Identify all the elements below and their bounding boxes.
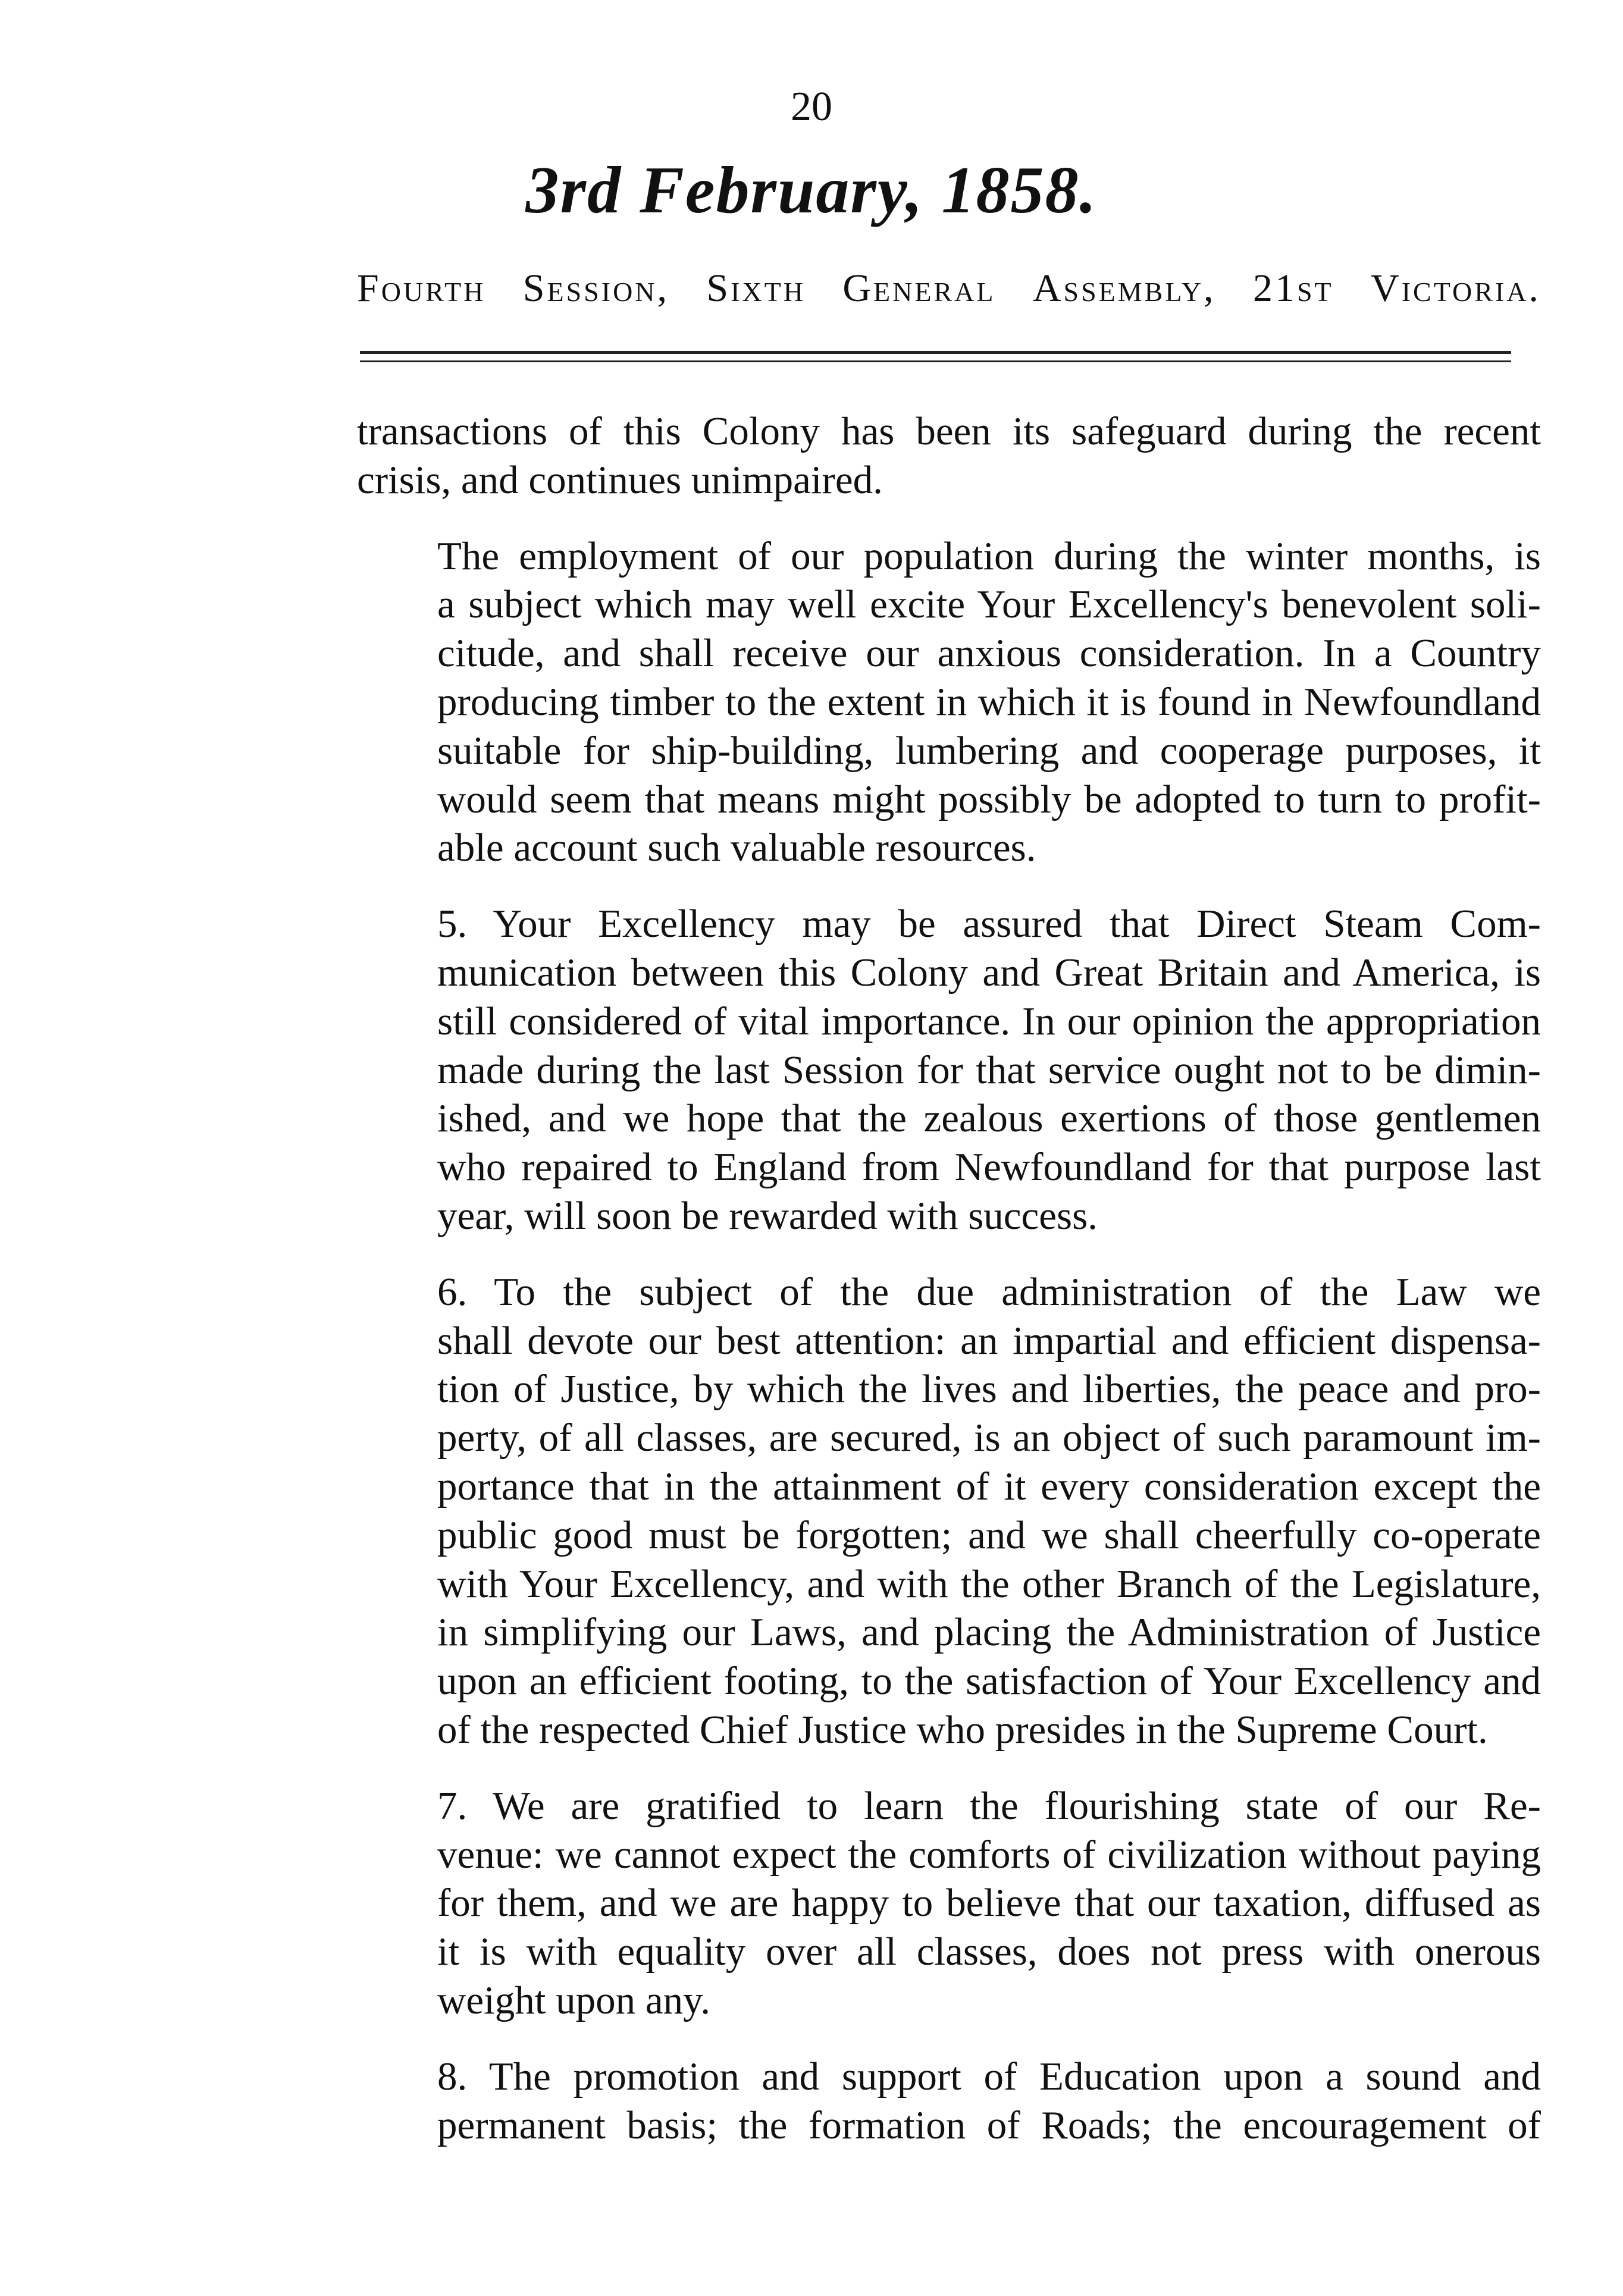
date-heading: 3rd February, 1858.: [525, 153, 1098, 227]
text-line: transactions of this Colony has been its safeguard during the recent: [357, 409, 1541, 453]
page-number: 20: [791, 84, 832, 130]
paragraph-8: [357, 2053, 1541, 2150]
header-rule-thin: [360, 360, 1511, 362]
session-word: 21st: [1252, 266, 1334, 310]
text-line: suitable for ship-building, lumbering and cooperage purposes, it: [437, 728, 1541, 773]
text-line: tion of Justice, by which the lives and liberties, the peace and pro-: [437, 1367, 1541, 1412]
text-line: The employment of our population during the winter months, is: [437, 534, 1541, 578]
text-line: crisis, and continues unimpaired.: [357, 457, 883, 502]
text-line: 6. To the subject of the due administration of the Law we: [437, 1269, 1541, 1314]
text-line: shall devote our best attention: an impartial and efficient dispensa-: [437, 1318, 1541, 1363]
text-line: for them, and we are happy to believe that our taxation, diffused as: [437, 1881, 1541, 1925]
session-heading: [357, 265, 1541, 312]
text-line: who repaired to England from Newfoundland for that purpose last: [437, 1145, 1541, 1190]
text-line: it is with equality over all classes, does not press with onerous: [437, 1930, 1541, 1974]
text-line: perty, of all classes, are secured, is an object of such paramount im-: [437, 1416, 1541, 1460]
text-line: a subject which may well excite Your Excellency's benevolent soli-: [437, 582, 1541, 627]
text-line: public good must be forgotten; and we shall cheerfully co-operate: [437, 1513, 1541, 1557]
text-line: able account such valuable resources.: [437, 826, 1036, 870]
text-line: citude, and shall receive our anxious consideration. In a Country: [437, 631, 1541, 676]
text-line: producing timber to the extent in which it is found in Newfoundland: [437, 679, 1541, 724]
text-line: still considered of vital importance. In our opinion the appropriation: [437, 999, 1541, 1043]
text-line: venue: we cannot expect the comforts of civilization without paying: [437, 1832, 1541, 1877]
text-line: 5. Your Excellency may be assured that Direct Steam Com-: [437, 902, 1541, 946]
session-word: Fourth: [357, 266, 486, 310]
text-line: of the respected Chief Justice who presides in the Supreme Court.: [437, 1707, 1488, 1752]
text-line: weight upon any.: [437, 1978, 710, 2022]
text-line: upon an efficient footing, to the satisfaction of Your Excellency and: [437, 1659, 1541, 1704]
text-line: ished, and we hope that the zealous exertions of those gentlemen: [437, 1096, 1541, 1141]
text-line: permanent basis; the formation of Roads; the encouragement of: [437, 2103, 1541, 2147]
paragraph-7: [357, 1782, 1541, 2025]
header-rule-thick: [360, 351, 1511, 354]
text-line: would seem that means might possibly be adopted to turn to profit-: [437, 777, 1541, 821]
body-text: [357, 407, 1541, 2150]
text-line: 7. We are gratified to learn the flourishing state of our Re-: [437, 1783, 1541, 1828]
text-line: munication between this Colony and Great Britain and America, is: [437, 950, 1541, 995]
text-line: made during the last Session for that service ought not to be dimin-: [437, 1047, 1541, 1092]
paragraph-6: [357, 1268, 1541, 1755]
session-word: Victoria.: [1371, 266, 1541, 310]
paragraph-5: [357, 900, 1541, 1241]
session-word: General: [842, 266, 996, 310]
text-line: 8. The promotion and support of Education upon a sound and: [437, 2054, 1541, 2099]
text-line: in simplifying our Laws, and placing the Administration of Justice: [437, 1610, 1541, 1655]
paragraph-employment: [357, 532, 1541, 873]
text-line: portance that in the attainment of it every consideration except the: [437, 1464, 1541, 1508]
session-word: Session,: [522, 266, 670, 310]
session-word: Sixth: [706, 266, 806, 310]
session-word: Assembly,: [1032, 266, 1216, 310]
text-line: year, will soon be rewarded with success.: [437, 1193, 1098, 1238]
text-line: with Your Excellency, and with the other Branch of the Legislature,: [437, 1561, 1541, 1606]
paragraph-continuation: [357, 407, 1541, 505]
